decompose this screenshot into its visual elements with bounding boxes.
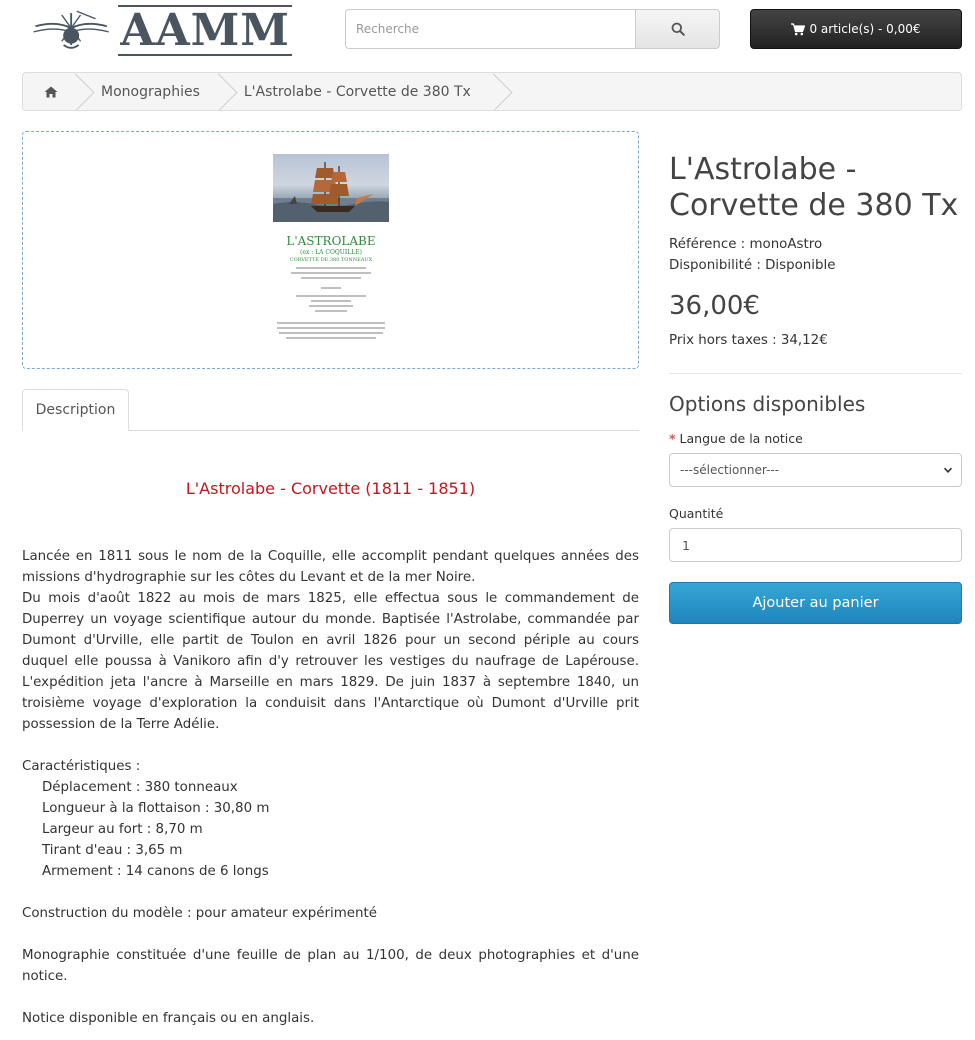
add-to-cart-button[interactable]: Ajouter au panier xyxy=(669,582,962,624)
spec-item: Largeur au fort : 8,70 m xyxy=(42,822,203,837)
description-paragraph: Du mois d'août 1822 au mois de mars 1825, elle effectua sous le commandement de Duperrey un voyage scientifique autour du monde. Baptisée l'Astrolabe, commandée par Dumont d'Urville, elle partit de Toulon en avril 1826 pour un second périple au cours duquel elle poussa à Vanikoro afin d'y retrouver les vestiges du naufrage de Lapérouse. L'expédition jeta l'ancre à Marseille en mars 1829. De juin 1837 à septembre 1840, un troisième voyage d'exploration la conduisit dans l'Antarctique où Dumont d'Urville prit possession de la Terre Adélie. xyxy=(22,591,639,732)
cart-label: 0 article(s) - 0,00€ xyxy=(809,22,921,36)
cover-thumbnail xyxy=(273,154,389,362)
notice-text: Notice disponible en français ou en anglais. xyxy=(22,1011,315,1026)
search-button[interactable] xyxy=(635,9,720,49)
required-marker: * xyxy=(669,431,676,446)
search-input[interactable] xyxy=(345,9,635,49)
cover-title: L'ASTROLABE xyxy=(286,234,376,248)
product-availability: Disponibilité : Disponible xyxy=(669,258,836,273)
quantity-label: Quantité xyxy=(669,506,724,521)
spec-item: Armement : 14 canons de 6 longs xyxy=(42,864,269,879)
chevron-down-icon xyxy=(943,465,953,475)
logo-text: AAMM xyxy=(120,4,290,56)
language-select-value: ---sélectionner--- xyxy=(680,463,780,477)
product-image[interactable] xyxy=(22,131,639,369)
product-reference: Référence : monoAstro xyxy=(669,237,823,252)
description-paragraph: Lancée en 1811 sous le nom de la Coquille, elle accomplit pendant quelques années des missions d'hydrographie sur les côtes du Levant et de la mer Noire. xyxy=(22,549,639,585)
tab-description[interactable] xyxy=(22,389,129,431)
spec-item: Tirant d'eau : 3,65 m xyxy=(42,843,183,858)
cover-text-lines xyxy=(273,267,389,339)
language-label-text: Langue de la notice xyxy=(679,431,803,446)
tab-label: Description xyxy=(35,402,116,418)
language-select[interactable] xyxy=(669,453,962,487)
search-icon xyxy=(671,22,685,36)
breadcrumb-item-label: Monographies xyxy=(101,83,200,100)
spec-item: Déplacement : 380 tonneaux xyxy=(42,780,238,795)
ship-painting xyxy=(273,154,389,222)
price-excl-tax: Prix hors taxes : 34,12€ xyxy=(669,333,828,348)
breadcrumb-item-label: L'Astrolabe - Corvette de 380 Tx xyxy=(243,83,471,100)
options-title: Options disponibles xyxy=(669,392,866,416)
spec-item: Longueur à la flottaison : 30,80 m xyxy=(42,801,270,816)
divider xyxy=(669,373,962,374)
contents-text: Monographie constituée d'une feuille de plan au 1/100, de deux photographies et d'une notice. xyxy=(22,948,639,984)
search-bar xyxy=(345,9,720,49)
cover-line: CORVETTE DE 380 TONNEAUX xyxy=(289,257,373,263)
specs-title: Caractéristiques : xyxy=(22,759,141,774)
language-label xyxy=(669,431,803,446)
product-description xyxy=(22,470,639,1029)
description-title: L'Astrolabe - Corvette (1811 - 1851) xyxy=(185,479,476,498)
cover-subtitle: (ex : LA COQUILLE) xyxy=(300,249,362,256)
breadcrumb-home[interactable] xyxy=(23,73,79,110)
cart-button[interactable] xyxy=(750,9,962,49)
ship-illustration xyxy=(273,154,389,222)
breadcrumb-item-current[interactable] xyxy=(222,73,497,110)
breadcrumb-item-monographies[interactable] xyxy=(79,73,222,110)
product-title: L'Astrolabe - Corvette de 380 Tx xyxy=(669,152,959,223)
quantity-input[interactable] xyxy=(669,528,962,562)
site-logo[interactable] xyxy=(28,4,292,56)
construction-level: Construction du modèle : pour amateur expérimenté xyxy=(22,906,378,921)
product-meta xyxy=(669,234,835,276)
breadcrumb xyxy=(22,72,962,111)
product-price: 36,00€ xyxy=(669,291,760,321)
shopping-cart-icon xyxy=(791,23,805,36)
product-tabs xyxy=(22,389,639,431)
logo-emblem-icon xyxy=(28,6,114,54)
home-icon xyxy=(44,86,58,98)
